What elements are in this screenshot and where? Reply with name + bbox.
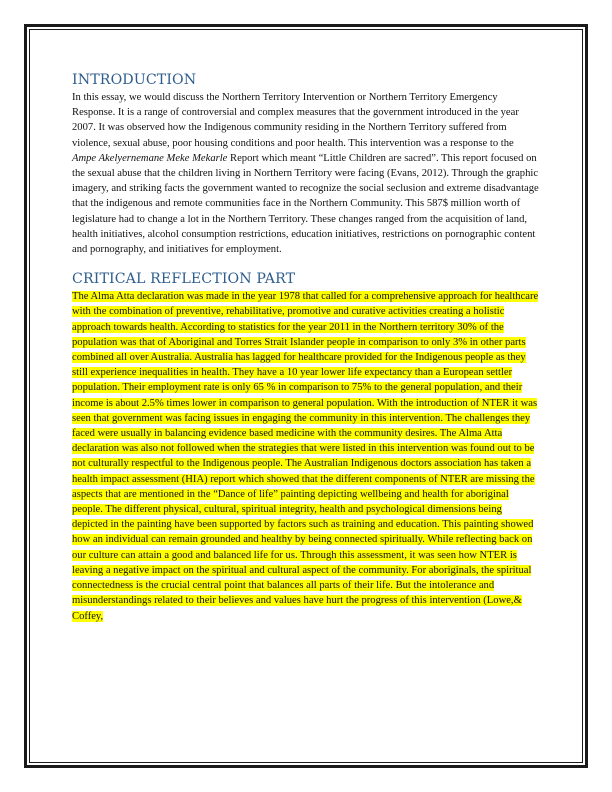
intro-text-part-1: In this essay, we would discuss the Northern Territory Intervention or Northern Territory Emergency Response. It is a range of controversial and complex measures that the government introduced in the year 2007. It was observed how the Indigenous community residing in the Northern Territory suffered from violence, sexual abuse, poor housing conditions and poor health. This intervention was a response to the bbox=[72, 92, 519, 149]
intro-text-part-2: Report which meant “Little Children are sacred”. This report focused on the sexual abuse that the children living in Northern Territory were facing (Evans, 2012). Through the graphic imagery, and striking facts the government wanted to recognize the social seclusion and extreme disadvantage that the indigenous and remote communities face in the Northern Community. This 587$ million worth of legislature had to change a lot in the Northern Territory. These changes ranged from the acquisition of land, health initiatives, alcohol consumption restrictions, education initiatives, restrictions on pornographic content and pornography, and initiatives for employment. bbox=[72, 152, 539, 256]
document-body bbox=[72, 70, 540, 624]
critical-reflection-heading: CRITICAL REFLECTION PART bbox=[72, 271, 296, 288]
highlighted-text-2: Atta declaration was made in the year 1978 that called for a comprehensive approach for healthcare with the combination of preventive, rehabilitative, promotive and curative activities creating a holistic approach towards health. According to statistics for the year 2011 in the Northern territory 30% of the population was that of Aboriginal and Torres Strait Islander people in comparison to only 3% in other parts combined all over Australia. Australia has lagged for healthcare provided for the Indigenous people as they still experience inequalities in health. They have a 10 year lower life expectancy than a European settler population. Their employment rate is only 65 % in comparison to 75% to the general population, and their income is about 2.5% times lower in comparison to general population. With the introduction of NTER it was seen that government was facing issues in engaging the community in this intervention. The challenges they faced were usually in balancing evidence based medicine with the community desires. The Alma Atta declaration was also not followed when the strategies that were listed in this intervention was found out to be not culturally respectful to the Indigenous people. bbox=[72, 291, 539, 470]
introduction-paragraph bbox=[72, 90, 540, 257]
highlighted-text-1: The Alma bbox=[72, 291, 115, 303]
introduction-heading: INTRODUCTION bbox=[72, 72, 197, 88]
report-title-italic: Ampe Akelyernemane Meke Mekarle bbox=[72, 152, 228, 164]
highlighted-text-3: The Australian Indigenous doctors association has taken a health impact assessment (HIA) report which showed that the different components of NTER are missing the aspects that are mentioned in the “Dance of life” painting depicting wellbeing and health for aboriginal people. The different physical, cultural, spiritual integrity, health and psychological dimensions being depicted in the painting have been supported by factors such as training and education. This painting showed how an individual can remain grounded and healthy by being connected spiritually. While reflecting back on our culture can attain a good and balanced life for us. Through this assessment, it was seen how NTER is leaving a negative impact on the spiritual and cultural aspect of the community. For aboriginals, the spiritual connectedness is the crucial central point that balances all parts of their life. But the intolerance and misunderstandings related to their believes and values have hurt the progress of this intervention (Lowe,& Coffey, bbox=[72, 458, 535, 622]
critical-reflection-paragraph bbox=[72, 289, 540, 623]
